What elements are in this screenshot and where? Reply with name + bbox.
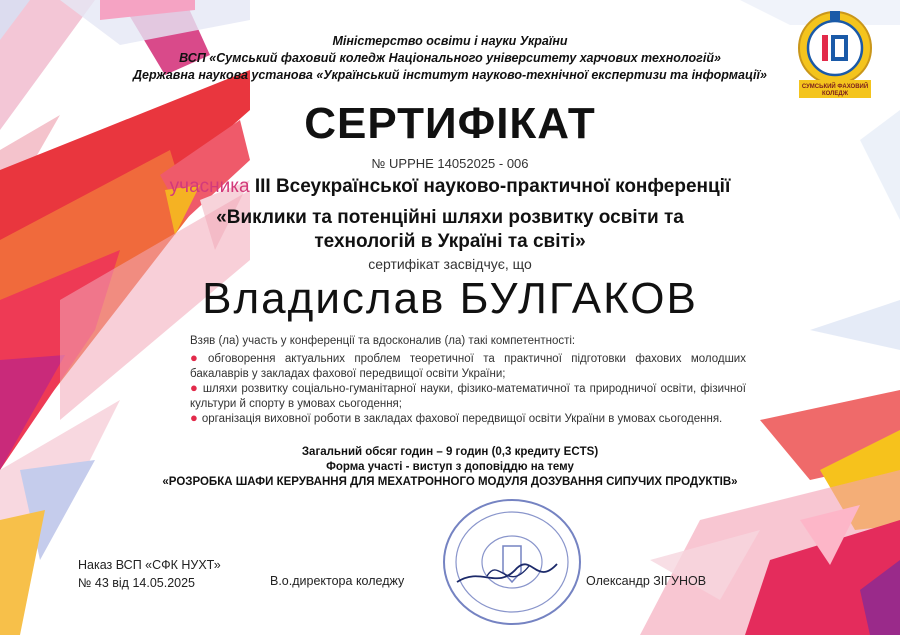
competency-item: ● організація виховної роботи в закладах фахової передвищої освіти України в умовах сьогодення. xyxy=(190,410,723,425)
header-ministry: Міністерство освіти і науки України xyxy=(332,34,568,48)
competency-item: ● шляхи розвитку соціально-гуманітарної науки, фізико-математичної та природничої освіти, фізичної культури й спорту в умовах сьогодення; xyxy=(190,380,746,410)
header-college: ВСП «Сумський фаховий коледж Національного університету харчових технологій» xyxy=(179,51,721,65)
logo-caption-2: КОЛЕДЖ xyxy=(821,91,849,97)
signer-position: В.о.директора коледжу xyxy=(270,574,405,588)
conference-title: ІІІ Всеукраїнської науково-практичної конференції xyxy=(254,176,731,197)
total-hours: Загальний обсяг годин – 9 годин (0,3 кредиту ECTS) xyxy=(301,446,599,458)
recipient-name: Владислав БУЛГАКОВ xyxy=(202,274,698,323)
attests-text: сертифікат засвідчує, що xyxy=(368,256,532,272)
certificate-number: № UPPHE 14052025 - 006 xyxy=(371,156,529,171)
competency-item: ● обговорення актуальних проблем теоретичної та практичної підготовки фахових молодших бакалаврів у закладах фахової передвищої освіти України; xyxy=(190,350,746,380)
signer-name: Олександр ЗІГУНОВ xyxy=(586,574,707,588)
conference-line xyxy=(0,176,900,198)
official-seal xyxy=(437,496,587,628)
competencies-intro: Взяв (ла) участь у конференції та вдосконалив (ла) такі компетентності: xyxy=(190,335,576,347)
conference-prefix: учасника xyxy=(169,176,250,197)
conference-name-line2: технологій в Україні та світі» xyxy=(314,231,586,252)
report-topic: «РОЗРОБКА ШАФИ КЕРУВАННЯ ДЛЯ МЕХАТРОННОГО МОДУЛЯ ДОЗУВАННЯ СИПУЧИХ ПРОДУКТІВ» xyxy=(162,476,738,488)
header-institute: Державна наукова установа «Український інститут науково-технічної експертизи та інформації» xyxy=(133,68,767,82)
participation-form: Форма участі - виступ з доповіддю на тему xyxy=(326,461,574,473)
bullet-icon: ● xyxy=(190,350,205,365)
bullet-icon: ● xyxy=(190,410,198,425)
certificate-title: СЕРТИФІКАТ xyxy=(304,99,596,148)
conference-name-line1: «Виклики та потенційні шляхи розвитку освіти та xyxy=(216,207,684,228)
order-reference xyxy=(78,558,221,590)
order-line1: Наказ ВСП «СФК НУХТ» xyxy=(78,558,221,572)
bullet-icon: ● xyxy=(190,380,199,395)
order-line2: № 43 від 14.05.2025 xyxy=(78,576,196,590)
logo-caption-1: СУМСЬКИЙ ФАХОВИЙ xyxy=(801,84,869,90)
